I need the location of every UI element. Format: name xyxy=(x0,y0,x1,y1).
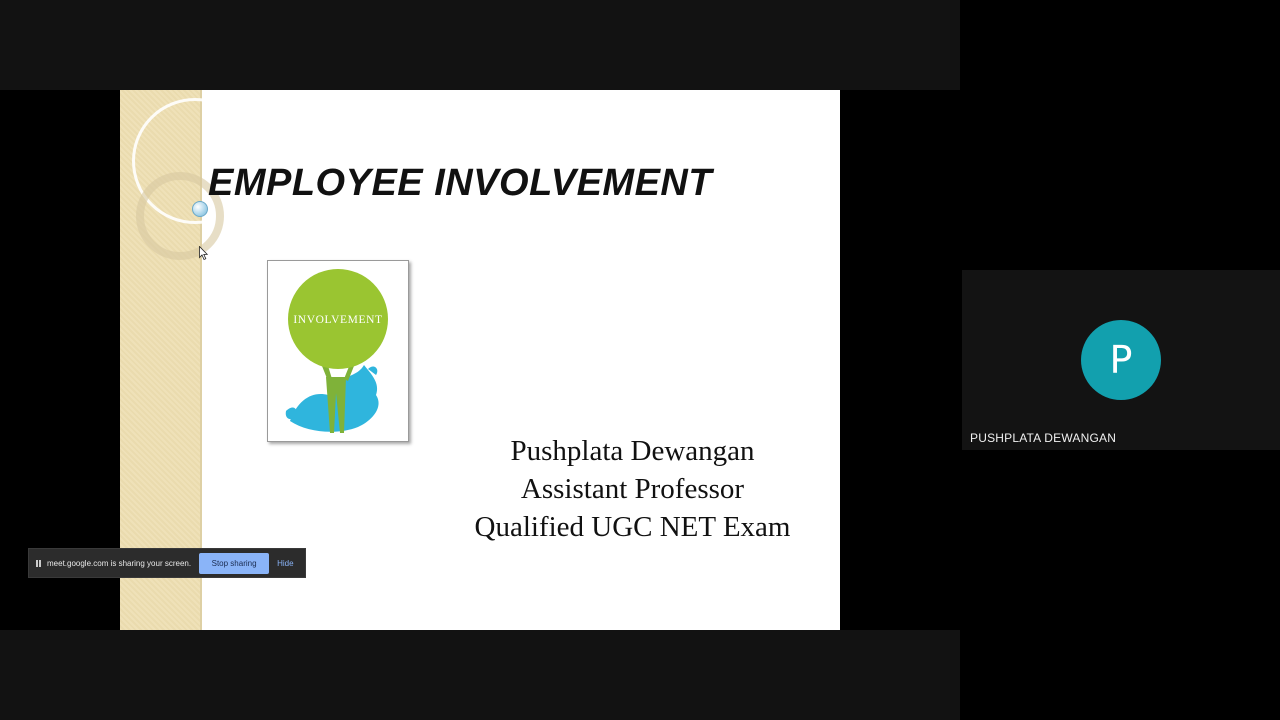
participant-name: PUSHPLATA DEWANGAN xyxy=(970,431,1117,445)
presenter-designation: Assistant Professor xyxy=(520,473,745,505)
involvement-illustration xyxy=(268,261,408,441)
slide-title: EMPLOYEE INVOLVEMENT xyxy=(208,162,713,204)
decorative-bead xyxy=(192,201,208,217)
presenter-info xyxy=(440,432,825,546)
avatar: P xyxy=(1081,320,1161,400)
mouse-cursor-icon xyxy=(199,246,209,261)
picture-caption: INVOLVEMENT xyxy=(293,314,383,326)
involvement-picture xyxy=(267,260,409,442)
hide-button[interactable]: Hide xyxy=(277,558,294,568)
letterbox-top xyxy=(0,0,960,90)
participant-tile[interactable] xyxy=(962,270,1280,450)
screen-share-notification xyxy=(28,548,306,578)
presenter-name: Pushplata Dewangan xyxy=(510,435,755,467)
stop-sharing-button[interactable]: Stop sharing xyxy=(199,553,269,574)
share-message: meet.google.com is sharing your screen. xyxy=(47,558,192,568)
presenter-qualification: Qualified UGC NET Exam xyxy=(474,511,791,543)
pause-icon xyxy=(36,560,41,567)
letterbox-bottom xyxy=(0,630,960,720)
